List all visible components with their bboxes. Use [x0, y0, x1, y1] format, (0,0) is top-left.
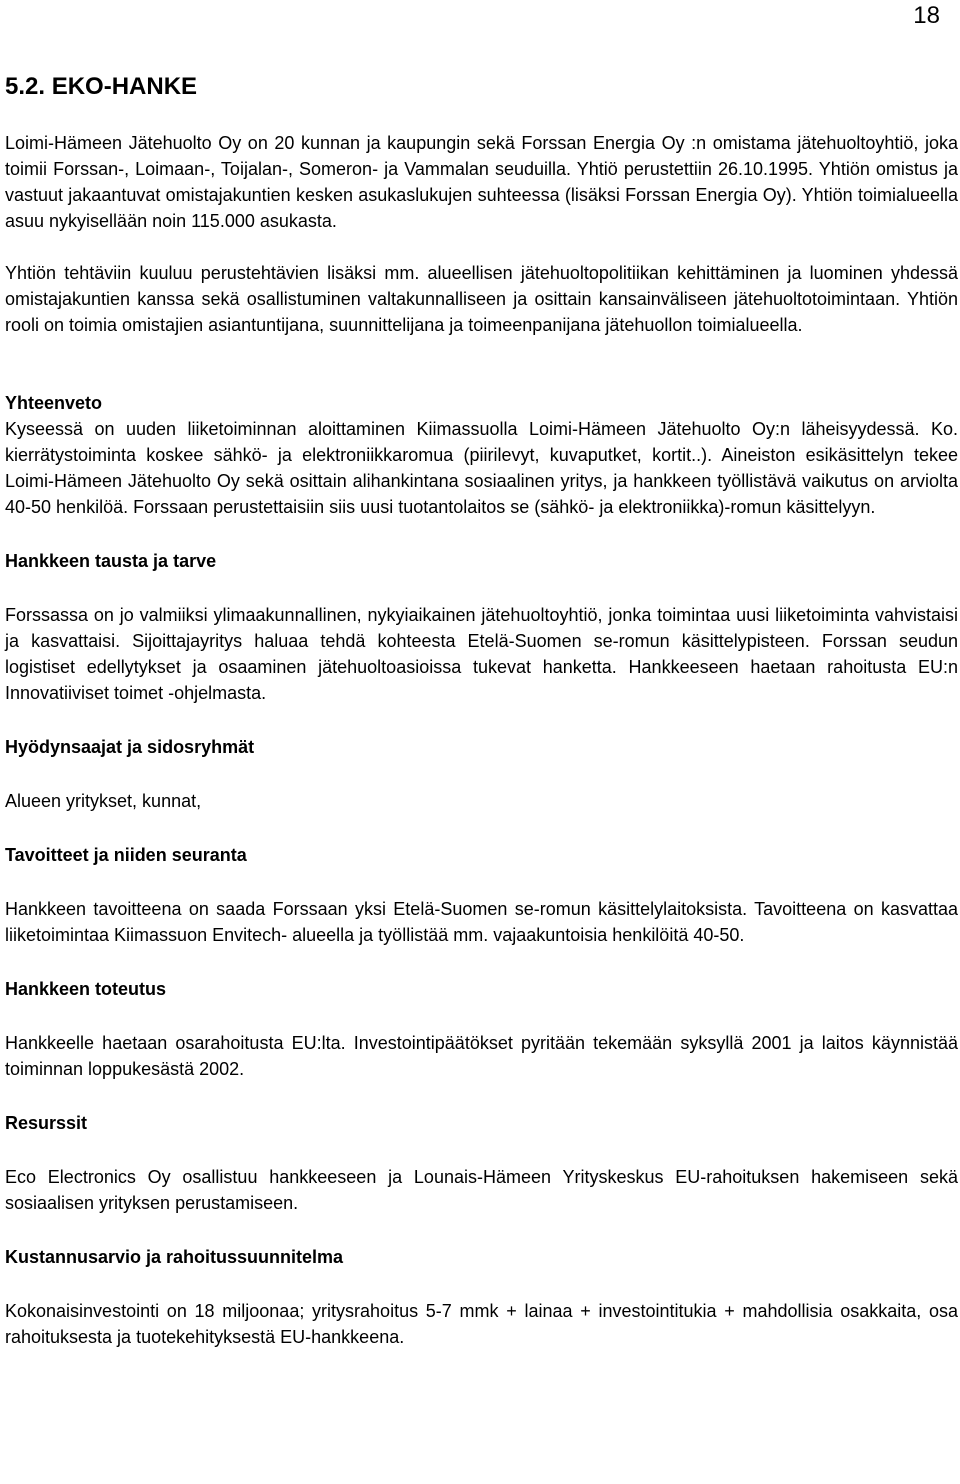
goals-text: Hankkeen tavoitteena on saada Forssaan yksi Etelä-Suomen se-romun käsittelylaitoksista. Tavoitteena on kasvattaa liiketoimintaa Kiimassuon Envitech- alueella ja työllistää mm. vajaakuntoisia henkilöitä 40-50. — [5, 899, 958, 945]
implementation-text: Hankkeelle haetaan osarahoitusta EU:lta. Investointipäätökset pyritään tekemään syksyllä 2001 ja laitos käynnistää toiminnan loppukesästä 2002. — [5, 1033, 958, 1079]
summary-heading: Yhteenveto — [5, 393, 103, 413]
intro-paragraph-1: Loimi-Hämeen Jätehuolto Oy on 20 kunnan ja kaupungin sekä Forssan Energia Oy :n omistama jätehuoltoyhtiö, joka toimii Forssan-, Loimaan-, Toijalan-, Someron- ja Vammalan seuduilla. Yhtiö perustettiin 26.10.1995. Yhtiön omistus ja vastuut jakaantuvat omistajakuntien kesken asukaslukujen suhteessa (lisäksi Forssan Energia Oy). Yhtiön toimialueella asuu nykyisellään noin 115.000 asukasta. — [5, 133, 958, 231]
section-title: 5.2. EKO-HANKE — [5, 73, 198, 100]
beneficiaries-heading: Hyödynsaajat ja sidosryhmät — [5, 737, 255, 757]
summary-text: Kyseessä on uuden liiketoiminnan aloittaminen Kiimassuolla Loimi-Hämeen Jätehuolto Oy:n läheisyydessä. Ko. kierrätystoiminta koskee sähkö- ja elektroniikkaromua (piirilevyt, kuvaputket, kortit..). Aineiston esikäsittelyn tekee Loimi-Hämeen Jätehuolto Oy sekä osittain alihankintana sosiaalinen yritys, ja hankkeen työllistävä vaikutus on arviolta 40-50 henkilöä. Forssaan perustettaisiin siis uusi tuotantolaitos se (sähkö- ja elektroniikka)-romun käsittelyyn. — [5, 419, 958, 517]
background-text: Forssassa on jo valmiiksi ylimaakunnallinen, nykyiaikainen jätehuoltoyhtiö, jonka toimintaa uusi liiketoiminta vahvistaisi ja kasvattaisi. Sijoittajayritys haluaa tehdä kohteesta Etelä-Suomen se-romun käsittelypisteen. Forssan seudun logistiset edellytykset ja osaaminen jätehuoltoasioissa tukevat hanketta. Hankkeeseen haetaan rahoitusta EU:n Innovatiiviset toimet -ohjelmasta. — [5, 605, 958, 703]
page-number: 18 — [913, 2, 940, 29]
budget-text: Kokonaisinvestointi on 18 miljoonaa; yritysrahoitus 5-7 mmk + lainaa + investointitukia + mahdollisia osakkaita, osa rahoituksesta ja tuotekehityksestä EU-hankkeena. — [5, 1301, 958, 1347]
intro-paragraph-2: Yhtiön tehtäviin kuuluu perustehtävien lisäksi mm. alueellisen jätehuoltopolitiikan kehittäminen ja luominen yhdessä omistajakuntien kanssa sekä osallistuminen valtakunnalliseen ja osittain kansainväliseen jätehuoltotoimintaan. Yhtiön rooli on toimia omistajien asiantuntijana, suunnittelijana ja toimeenpanijana jätehuollon toimialueella. — [5, 263, 958, 335]
document-body — [5, 72, 958, 1350]
goals-heading: Tavoitteet ja niiden seuranta — [5, 845, 247, 865]
resources-heading: Resurssit — [5, 1113, 88, 1133]
resources-text: Eco Electronics Oy osallistuu hankkeeseen ja Lounais-Hämeen Yrityskeskus EU-rahoituksen hakemiseen sekä sosiaalisen yrityksen perustamiseen. — [5, 1167, 958, 1213]
beneficiaries-text: Alueen yritykset, kunnat, — [5, 791, 202, 811]
implementation-heading: Hankkeen toteutus — [5, 979, 167, 999]
budget-heading: Kustannusarvio ja rahoitussuunnitelma — [5, 1247, 344, 1267]
background-heading: Hankkeen tausta ja tarve — [5, 551, 217, 571]
